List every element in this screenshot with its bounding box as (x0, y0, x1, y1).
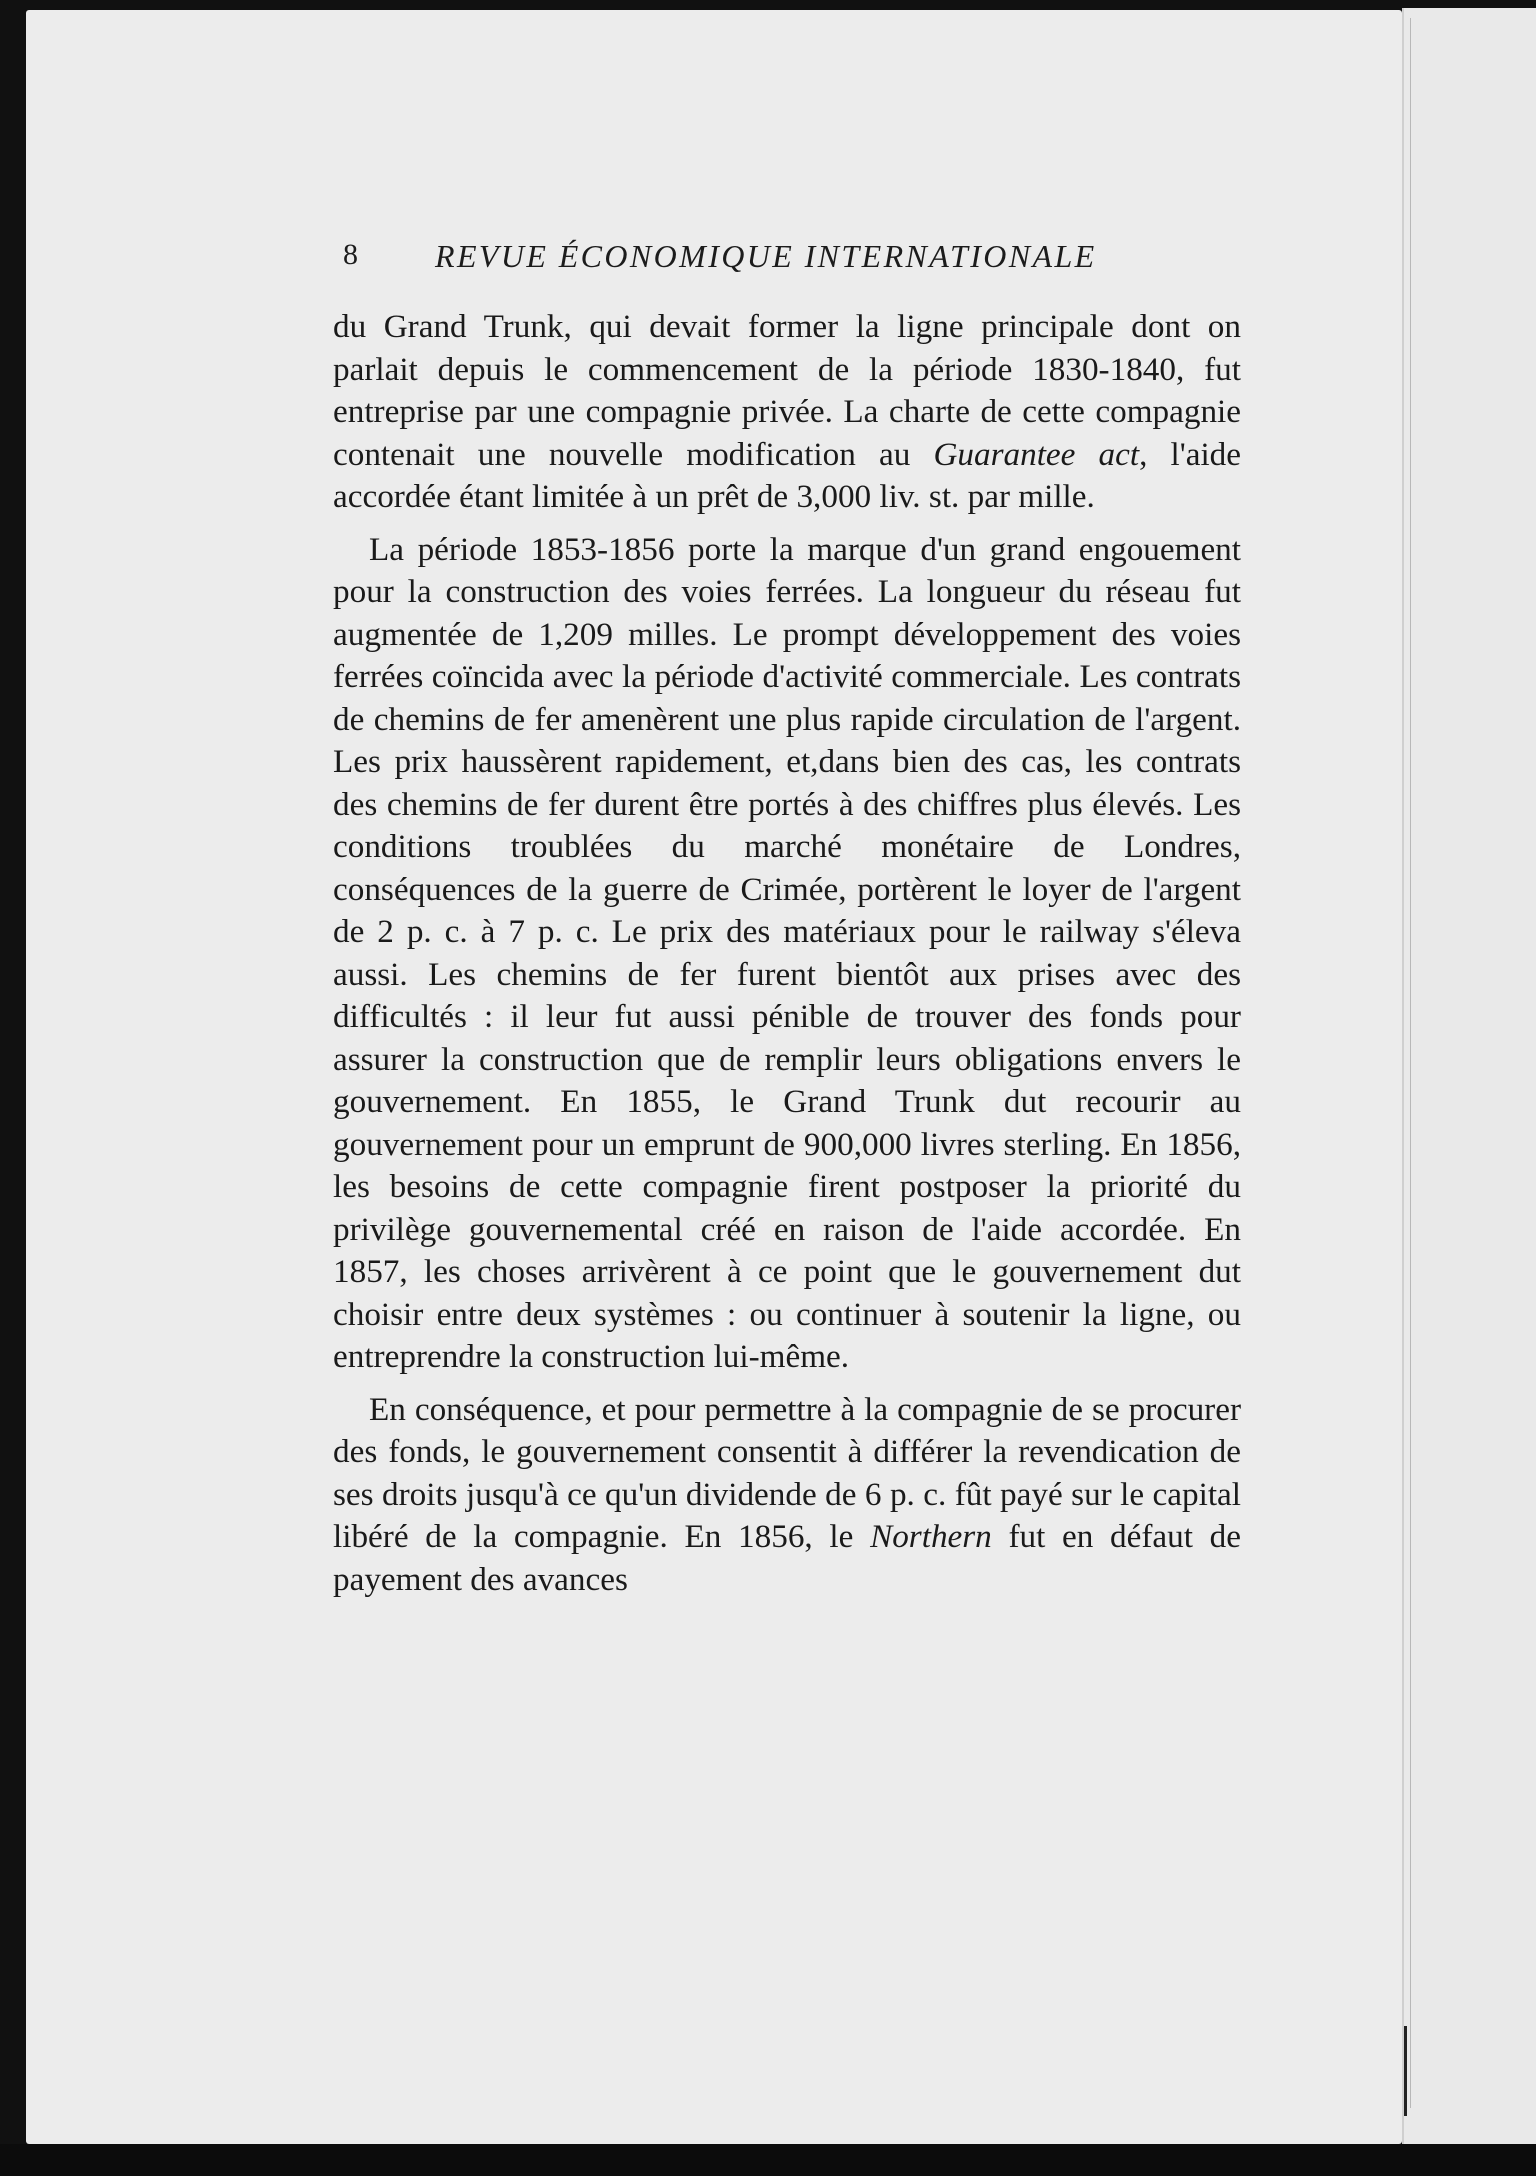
paragraph-3-italic: Northern (870, 1518, 992, 1555)
paragraph-3 (333, 1389, 1241, 1602)
scan-border (0, 2144, 1536, 2176)
journal-title: REVUE ÉCONOMIQUE INTERNATIONALE (435, 238, 1097, 274)
paragraph-2: La période 1853-1856 porte la marque d'un grand engouement pour la construction des voies ferrées. La longueur du réseau fut augmentée de 1,209 milles. Le prompt développement des voies ferrées coïncida avec la période d'activité commerciale. Les contrats de chemins de fer amenèrent une plus rapide circulation de l'argent. Les prix haussèrent rapidement, et,dans bien des cas, les contrats des chemins de fer durent être portés à des chiffres plus élevés. Les conditions troublées du marché monétaire de Londres, conséquences de la guerre de Crimée, portèrent le loyer de l'argent de 2 p. c. à 7 p. c. Le prix des matériaux pour le railway s'éleva aussi. Les chemins de fer furent bientôt aux prises avec des difficultés : il leur fut aussi pénible de trouver des fonds pour assurer la construction que de remplir leurs obligations envers le gouvernement. En 1855, le Grand Trunk dut recourir au gouvernement pour un emprunt de 900,000 livres sterling. En 1856, les besoins de cette compagnie firent postposer la priorité du privilège gouvernemental créé en raison de l'aide accordée. En 1857, les choses arrivèrent à ce point que le gouvernement dut choisir entre deux systèmes : ou continuer à soutenir la ligne, ou entreprendre la construction lui-même. (333, 530, 1241, 1375)
page-number: 8 (343, 238, 358, 271)
paragraph-1 (333, 306, 1241, 519)
paragraph-3-text-end: fut en défaut de payement des avances (333, 1518, 1241, 1598)
paragraph-3-text: En conséquence, et pour permettre à la compagnie de se procurer des fonds, le gouvernement consentit à différer la revendication de ses droits jusqu'à ce qu'un dividende de 6 p. c. fût payé sur le capital libéré de la compagnie. En 1856, le (333, 1390, 1241, 1555)
paragraph-1-text: du Grand Trunk, qui devait former la ligne principale dont on parlait depuis le commencement de la période 1830-1840, fut entreprise par une compagnie privée. La charte de cette compagnie contenait une nouvelle modification au (333, 308, 1241, 473)
next-page-edge (1402, 8, 1536, 2148)
paragraph-1-italic: Guarantee act (933, 435, 1140, 473)
text-body (333, 306, 1241, 1601)
page-edge-mark (1404, 2026, 1407, 2116)
running-head (343, 238, 1243, 278)
page-edge-rule (1410, 18, 1411, 2108)
paragraph-1-text-end: , l'aide accordée étant limitée à un prêt de 3,000 liv. st. par mille. (333, 435, 1241, 515)
